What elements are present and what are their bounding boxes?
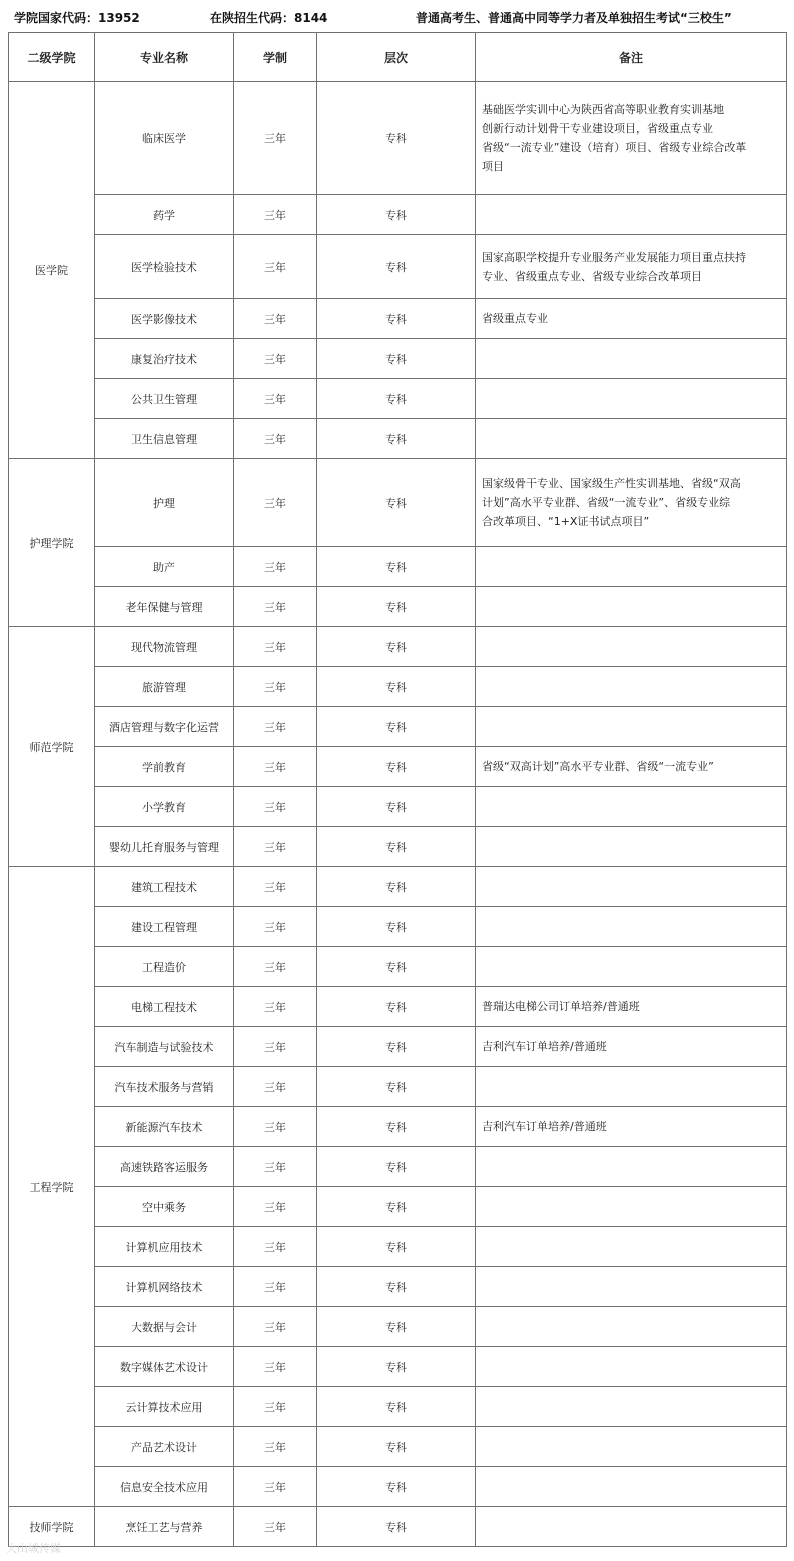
- major-name-cell: 小学教育: [95, 787, 234, 827]
- duration-cell: 三年: [234, 1267, 317, 1307]
- table-row: [9, 459, 787, 547]
- notes-cell: [476, 1267, 787, 1307]
- notes-cell: [476, 587, 787, 627]
- level-cell: 专科: [317, 827, 476, 867]
- notes-cell: [476, 379, 787, 419]
- duration-cell: 三年: [234, 1067, 317, 1107]
- notes-cell: [476, 987, 787, 1027]
- major-name-cell: 公共卫生管理: [95, 379, 234, 419]
- duration-cell: 三年: [234, 947, 317, 987]
- major-name-cell: 高速铁路客运服务: [95, 1147, 234, 1187]
- college-cell: 护理学院: [9, 459, 95, 627]
- level-cell: 专科: [317, 667, 476, 707]
- notes-cell: [476, 1067, 787, 1107]
- duration-cell: 三年: [234, 195, 317, 235]
- notes-cell: [476, 1467, 787, 1507]
- table-row: [9, 235, 787, 299]
- duration-cell: 三年: [234, 82, 317, 195]
- table-row: [9, 867, 787, 907]
- note-line: 合改革项目、“1+X证书试点项目”: [482, 515, 650, 528]
- major-name-cell: 云计算技术应用: [95, 1387, 234, 1427]
- note-line: 创新行动计划骨干专业建设项目，省级重点专业: [482, 122, 713, 135]
- level-cell: 专科: [317, 1267, 476, 1307]
- level-cell: 专科: [317, 1067, 476, 1107]
- duration-cell: 三年: [234, 547, 317, 587]
- duration-cell: 三年: [234, 867, 317, 907]
- major-name-cell: 大数据与会计: [95, 1307, 234, 1347]
- table-row: [9, 82, 787, 195]
- table-row: [9, 1467, 787, 1507]
- level-cell: 专科: [317, 1347, 476, 1387]
- level-cell: 专科: [317, 707, 476, 747]
- level-cell: 专科: [317, 339, 476, 379]
- duration-cell: 三年: [234, 1467, 317, 1507]
- college-cell: 工程学院: [9, 867, 95, 1507]
- level-cell: 专科: [317, 235, 476, 299]
- notes-cell: [476, 547, 787, 587]
- table-row: [9, 1227, 787, 1267]
- duration-cell: 三年: [234, 1027, 317, 1067]
- level-cell: 专科: [317, 1387, 476, 1427]
- major-name-cell: 药学: [95, 195, 234, 235]
- major-name-cell: 酒店管理与数字化运营: [95, 707, 234, 747]
- level-cell: 专科: [317, 587, 476, 627]
- major-name-cell: 康复治疗技术: [95, 339, 234, 379]
- duration-cell: 三年: [234, 1107, 317, 1147]
- duration-cell: 三年: [234, 419, 317, 459]
- major-name-cell: 电梯工程技术: [95, 987, 234, 1027]
- major-name-cell: 产品艺术设计: [95, 1427, 234, 1467]
- table-row: [9, 1427, 787, 1467]
- duration-cell: 三年: [234, 907, 317, 947]
- table-row: [9, 195, 787, 235]
- note-line: 专业、省级重点专业、省级专业综合改革项目: [482, 269, 702, 283]
- duration-cell: 三年: [234, 987, 317, 1027]
- table-row: [9, 1267, 787, 1307]
- major-name-cell: 建筑工程技术: [95, 867, 234, 907]
- college-cell: 师范学院: [9, 627, 95, 867]
- note-line: 普瑞达电梯公司订单培养/普通班: [482, 1000, 640, 1013]
- notes-cell: [476, 459, 787, 547]
- table-row: [9, 987, 787, 1027]
- notes-cell: [476, 1347, 787, 1387]
- duration-cell: 三年: [234, 379, 317, 419]
- level-cell: 专科: [317, 459, 476, 547]
- major-name-cell: 数字媒体艺术设计: [95, 1347, 234, 1387]
- level-cell: 专科: [317, 987, 476, 1027]
- shaanxi-code: 在陕招生代码：8144: [210, 11, 328, 25]
- major-name-cell: 医学影像技术: [95, 299, 234, 339]
- level-cell: 专科: [317, 1227, 476, 1267]
- duration-cell: 三年: [234, 1307, 317, 1347]
- level-cell: 专科: [317, 82, 476, 195]
- major-name-cell: 空中乘务: [95, 1187, 234, 1227]
- notes-cell: [476, 1307, 787, 1347]
- level-cell: 专科: [317, 947, 476, 987]
- level-cell: 专科: [317, 547, 476, 587]
- major-name-cell: 工程造价: [95, 947, 234, 987]
- level-cell: 专科: [317, 787, 476, 827]
- level-cell: 专科: [317, 379, 476, 419]
- level-cell: 专科: [317, 195, 476, 235]
- duration-cell: 三年: [234, 667, 317, 707]
- note-line: 省级“双高计划”高水平专业群、省级“一流专业”: [482, 760, 714, 773]
- table-row: [9, 1107, 787, 1147]
- table-row: [9, 299, 787, 339]
- note-line: 计划”高水平专业群、省级“一流专业”、省级专业综: [482, 496, 731, 509]
- table-row: [9, 627, 787, 667]
- col-header-major: 专业名称: [95, 33, 234, 82]
- note-line: 吉利汽车订单培养/普通班: [482, 1120, 607, 1133]
- duration-cell: 三年: [234, 235, 317, 299]
- level-cell: 专科: [317, 907, 476, 947]
- notes-cell: [476, 947, 787, 987]
- table-row: [9, 1387, 787, 1427]
- table-body: [9, 82, 787, 1547]
- notes-cell: [476, 1507, 787, 1547]
- major-name-cell: 计算机应用技术: [95, 1227, 234, 1267]
- col-header-level: 层次: [317, 33, 476, 82]
- note-line: 省级“一流专业”建设（培育）项目、省级专业综合改革: [482, 141, 747, 154]
- table-row: [9, 547, 787, 587]
- table-row: [9, 587, 787, 627]
- table-row: [9, 947, 787, 987]
- college-cell: 医学院: [9, 82, 95, 459]
- level-cell: 专科: [317, 1187, 476, 1227]
- note-line: 项目: [482, 160, 504, 173]
- notes-cell: [476, 82, 787, 195]
- col-header-notes: 备注: [476, 33, 787, 82]
- major-name-cell: 护理: [95, 459, 234, 547]
- table-row: [9, 827, 787, 867]
- level-cell: 专科: [317, 419, 476, 459]
- major-name-cell: 助产: [95, 547, 234, 587]
- majors-table: [8, 32, 787, 1547]
- enrollment-subtitle: 普通高考生、普通高中同等学力者及单独招生考试“三校生”: [416, 11, 732, 25]
- level-cell: 专科: [317, 747, 476, 787]
- national-code: 学院国家代码：13952: [14, 11, 140, 25]
- notes-cell: [476, 1027, 787, 1067]
- major-name-cell: 卫生信息管理: [95, 419, 234, 459]
- duration-cell: 三年: [234, 299, 317, 339]
- level-cell: 专科: [317, 1027, 476, 1067]
- level-cell: 专科: [317, 867, 476, 907]
- notes-cell: [476, 1187, 787, 1227]
- note-line: 国家级骨干专业、国家级生产性实训基地、省级“双高: [482, 477, 741, 490]
- duration-cell: 三年: [234, 1507, 317, 1547]
- duration-cell: 三年: [234, 1387, 317, 1427]
- duration-cell: 三年: [234, 1147, 317, 1187]
- table-row: [9, 1147, 787, 1187]
- notes-cell: [476, 195, 787, 235]
- level-cell: 专科: [317, 1147, 476, 1187]
- major-name-cell: 旅游管理: [95, 667, 234, 707]
- major-name-cell: 信息安全技术应用: [95, 1467, 234, 1507]
- major-name-cell: 婴幼儿托育服务与管理: [95, 827, 234, 867]
- note-line: 基础医学实训中心为陕西省高等职业教育实训基地: [482, 103, 724, 116]
- col-header-duration: 学制: [234, 33, 317, 82]
- major-name-cell: 汽车技术服务与营销: [95, 1067, 234, 1107]
- notes-cell: [476, 299, 787, 339]
- notes-cell: [476, 747, 787, 787]
- table-row: [9, 1187, 787, 1227]
- notes-cell: [476, 1107, 787, 1147]
- table-row: [9, 379, 787, 419]
- major-name-cell: 计算机网络技术: [95, 1267, 234, 1307]
- level-cell: 专科: [317, 1427, 476, 1467]
- notes-cell: [476, 787, 787, 827]
- table-row: [9, 787, 787, 827]
- notes-cell: [476, 1147, 787, 1187]
- level-cell: 专科: [317, 1507, 476, 1547]
- notes-cell: [476, 1227, 787, 1267]
- notes-cell: [476, 627, 787, 667]
- duration-cell: 三年: [234, 627, 317, 667]
- duration-cell: 三年: [234, 747, 317, 787]
- duration-cell: 三年: [234, 1227, 317, 1267]
- table-row: [9, 1507, 787, 1547]
- note-line: 省级重点专业: [482, 312, 548, 325]
- college-cell: 技师学院: [9, 1507, 95, 1547]
- duration-cell: 三年: [234, 787, 317, 827]
- major-name-cell: 新能源汽车技术: [95, 1107, 234, 1147]
- col-header-college: 二级学院: [9, 33, 95, 82]
- duration-cell: 三年: [234, 1427, 317, 1467]
- duration-cell: 三年: [234, 459, 317, 547]
- note-line: 国家高职学校提升专业服务产业发展能力项目重点扶持: [482, 250, 746, 264]
- duration-cell: 三年: [234, 1347, 317, 1387]
- major-name-cell: 烹饪工艺与营养: [95, 1507, 234, 1547]
- notes-cell: [476, 1427, 787, 1467]
- table-row: [9, 667, 787, 707]
- level-cell: 专科: [317, 1467, 476, 1507]
- notes-cell: [476, 419, 787, 459]
- table-row: [9, 419, 787, 459]
- major-name-cell: 老年保健与管理: [95, 587, 234, 627]
- table-row: [9, 747, 787, 787]
- notes-cell: [476, 907, 787, 947]
- table-row: [9, 1307, 787, 1347]
- duration-cell: 三年: [234, 1187, 317, 1227]
- duration-cell: 三年: [234, 707, 317, 747]
- table-row: [9, 339, 787, 379]
- level-cell: 专科: [317, 1107, 476, 1147]
- table-row: [9, 1067, 787, 1107]
- major-name-cell: 医学检验技术: [95, 235, 234, 299]
- notes-cell: [476, 707, 787, 747]
- table-row: [9, 1027, 787, 1067]
- major-name-cell: 学前教育: [95, 747, 234, 787]
- notes-cell: [476, 235, 787, 299]
- table-header-row: [9, 33, 787, 82]
- major-name-cell: 临床医学: [95, 82, 234, 195]
- notes-cell: [476, 827, 787, 867]
- page-header: [0, 0, 794, 32]
- duration-cell: 三年: [234, 587, 317, 627]
- table-row: [9, 1347, 787, 1387]
- table-row: [9, 707, 787, 747]
- note-line: 吉利汽车订单培养/普通班: [482, 1040, 607, 1053]
- level-cell: 专科: [317, 1307, 476, 1347]
- duration-cell: 三年: [234, 827, 317, 867]
- level-cell: 专科: [317, 299, 476, 339]
- notes-cell: [476, 339, 787, 379]
- level-cell: 专科: [317, 627, 476, 667]
- major-name-cell: 汽车制造与试验技术: [95, 1027, 234, 1067]
- notes-cell: [476, 667, 787, 707]
- watermark: 大山城传媒: [6, 1542, 61, 1555]
- table-row: [9, 907, 787, 947]
- duration-cell: 三年: [234, 339, 317, 379]
- major-name-cell: 建设工程管理: [95, 907, 234, 947]
- notes-cell: [476, 867, 787, 907]
- notes-cell: [476, 1387, 787, 1427]
- major-name-cell: 现代物流管理: [95, 627, 234, 667]
